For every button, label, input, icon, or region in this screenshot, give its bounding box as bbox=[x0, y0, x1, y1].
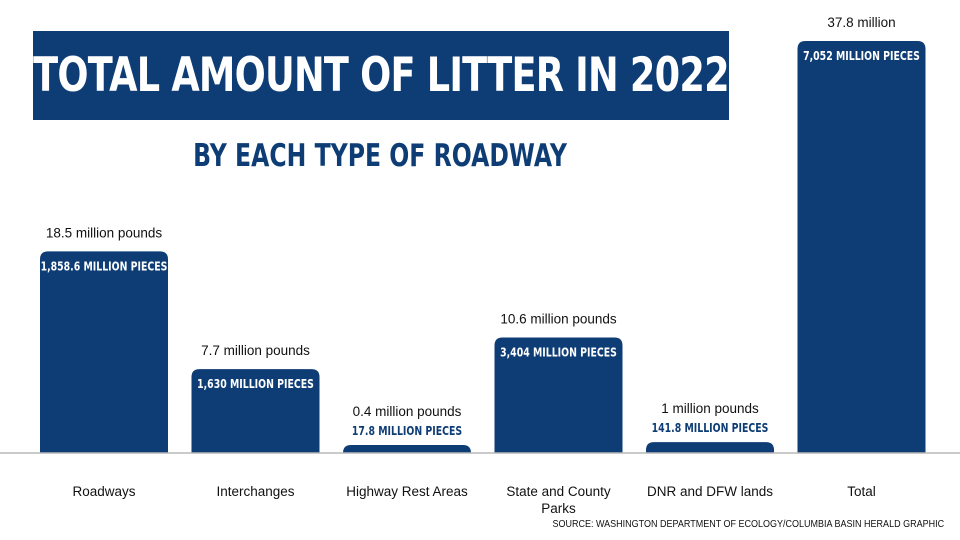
category-tick-label: Total bbox=[847, 484, 876, 499]
source-credit: SOURCE: WASHINGTON DEPARTMENT OF ECOLOGY/COLUMBIA BASIN HERALD GRAPHIC bbox=[552, 519, 944, 530]
category-tick-label: DNR and DFW lands bbox=[646, 484, 774, 499]
pieces-data-label: 141.8 MILLION PIECES bbox=[651, 420, 769, 436]
pieces-data-label: 1,630 MILLION PIECES bbox=[197, 376, 314, 392]
pieces-data-label: 17.8 MILLION PIECES bbox=[351, 423, 463, 439]
bar bbox=[343, 445, 471, 453]
bar bbox=[798, 41, 926, 453]
category-tick-label: Parks bbox=[541, 501, 576, 516]
weight-data-label: 0.4 million pounds bbox=[352, 404, 462, 419]
weight-data-label: 37.8 million bbox=[827, 15, 896, 30]
weight-data-label: 1 million pounds bbox=[661, 401, 759, 417]
weight-data-label: 10.6 million pounds bbox=[500, 311, 617, 327]
category-tick-label: Interchanges bbox=[216, 484, 295, 499]
bar bbox=[40, 251, 168, 453]
pieces-data-label: 3,404 MILLION PIECES bbox=[500, 345, 617, 360]
bar bbox=[646, 442, 774, 453]
category-tick-label: Roadways bbox=[72, 484, 136, 499]
weight-data-label: 18.5 million pounds bbox=[45, 225, 163, 241]
chart-subtitle: BY EACH TYPE OF ROADWAY bbox=[193, 138, 567, 174]
pieces-data-label: 1,858.6 MILLION PIECES bbox=[40, 259, 168, 274]
category-tick-label: Highway Rest Areas bbox=[346, 484, 468, 499]
weight-data-label: 7.7 million pounds bbox=[201, 343, 310, 359]
chart-title: TOTAL AMOUNT OF LITTER IN 2022 bbox=[33, 48, 729, 103]
category-tick-label: State and County bbox=[506, 484, 611, 499]
pieces-data-label: 7,052 MILLION PIECES bbox=[803, 48, 920, 64]
